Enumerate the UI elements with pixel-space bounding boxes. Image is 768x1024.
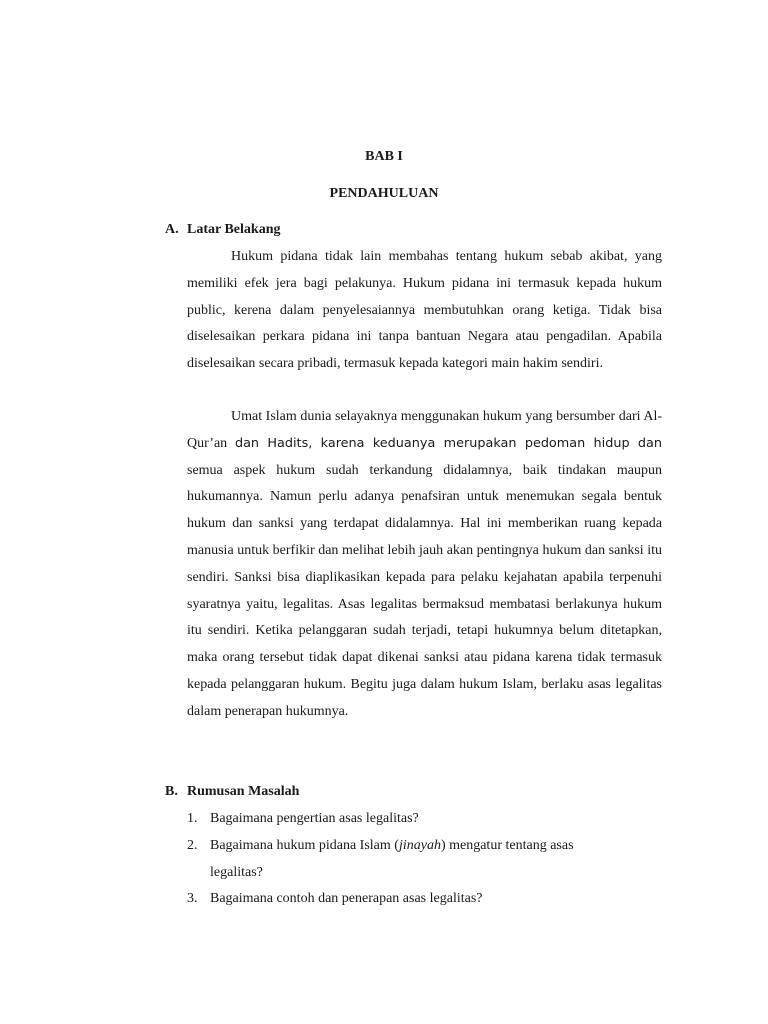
paragraph-hukum-pidana: Hukum pidana tidak lain membahas tentang hukum sebab akibat, yang memiliki efek jera bagi pelakunya. Hukum pidana ini termasuk kepada hukum public, kerena dalam penyelesaiannya membutuhkan orang ketiga. Tidak bisa diselesaikan perkara pidana ini tanpa bantuan Negara atau pengadilan. Apabila diselesaikan secara pribadi, termasuk kepada kategori main hakim sendiri.	[187, 249, 662, 372]
question-text-before: Bagaimana hukum pidana Islam (	[210, 837, 399, 853]
question-list	[187, 806, 617, 913]
paragraph-rest: semua aspek hukum sudah terkandung didalamnya, baik tindakan maupun hukumannya. Namun perlu adanya penafsiran untuk menemukan segala bentuk hukum dan sanksi yang terdapat didalamnya. Hal ini memberikan ruang kepada manusia untuk berfikir dan melihat lebih jauh akan pentingnya hukum dan sanksi itu sendiri. Sanksi bisa diaplikasikan kepada para pelaku kejahatan apabila terpenuhi syaratnya yaitu, legalitas. Asas legalitas bermaksud membatasi berlakunya hukum itu sendiri. Ketika pelanggaran sudah terjadi, tetapi hukumnya belum ditetapkan, maka orang tersebut tidak dapat dikenai sanksi atau pidana karena tidak termasuk kepada pelanggaran hukum. Begitu juga dalam hukum Islam, berlaku asas legalitas dalam penerapan hukumnya.	[187, 462, 662, 719]
section-letter: A.	[165, 222, 179, 237]
question-italic-term: jinayah	[398, 837, 441, 853]
section-title: Rumusan Masalah	[187, 784, 300, 799]
paragraph-umat-islam	[187, 404, 662, 726]
section-title: Latar Belakang	[187, 222, 281, 237]
list-number: 3.	[187, 891, 198, 907]
paragraph-handwritten-segment: dan Hadits, karena keduanya merupakan pedoman hidup dan	[234, 435, 663, 451]
question-text-after: ) mengatur tentang asas legalitas?	[210, 837, 574, 880]
section-heading-rumusan-masalah	[165, 782, 299, 802]
question-text: Bagaimana contoh dan penerapan asas legalitas?	[210, 891, 483, 907]
list-item	[187, 886, 617, 913]
list-item	[187, 833, 617, 887]
list-number: 1.	[187, 811, 198, 826]
list-item	[187, 806, 617, 833]
section-heading-latar-belakang	[165, 220, 280, 240]
chapter-title: PENDAHULUAN	[329, 186, 439, 201]
list-number: 2.	[187, 837, 198, 853]
paragraph-lead: Umat Islam dunia selayaknya menggunakan hukum yang bersumber dari Al-Qur’an	[187, 409, 662, 451]
question-text: Bagaimana pengertian asas legalitas?	[210, 811, 419, 826]
chapter-number: BAB I	[365, 149, 403, 164]
section-letter: B.	[165, 784, 178, 799]
